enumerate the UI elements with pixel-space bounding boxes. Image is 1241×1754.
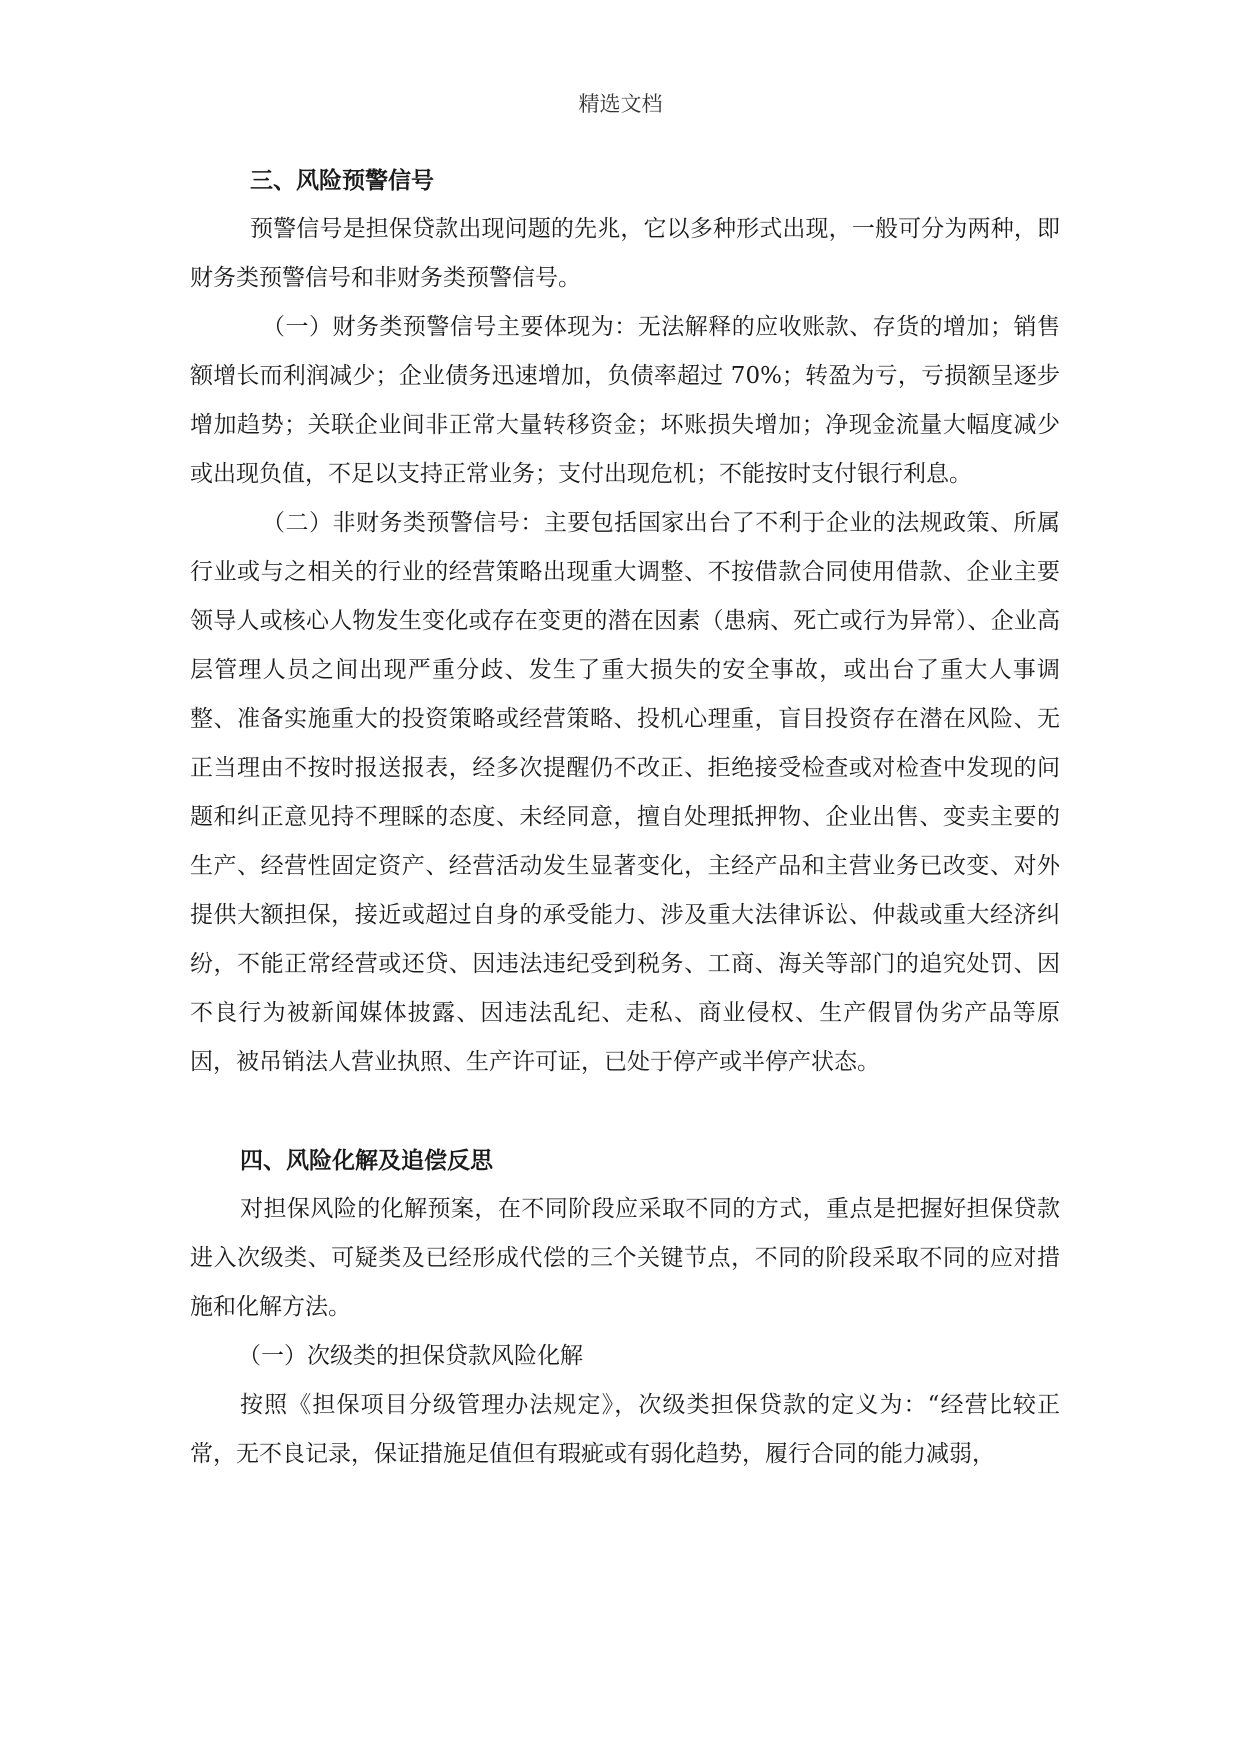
section-spacer — [190, 1087, 1060, 1136]
non-financial-signals-paragraph: （二）非财务类预警信号：主要包括国家出台了不利于企业的法规政策、所属行业或与之相关的行业的经营策略出现重大调整、不按借款合同使用借款、企业主要领导人或核心人物发生变化或存在变更的潜在因素（患病、死亡或行为异常）、企业高层管理人员之间出现严重分歧、发生了重大损失的安全事故，或出台了重大人事调整、准备实施重大的投资策略或经营策略、投机心理重，盲目投资存在潜在风险、无正当理由不按时报送报表，经多次提醒仍不改正、拒绝接受检查或对检查中发现的问题和纠正意见持不理睬的态度、未经同意，擅自处理抵押物、企业出售、变卖主要的生产、经营性固定资产、经营活动发生显著变化，主经产品和主营业务已改变、对外提供大额担保，接近或超过自身的承受能力、涉及重大法律诉讼、仲裁或重大经济纠纷，不能正常经营或还贷、因违法违纪受到税务、工商、海关等部门的追究处罚、因不良行为被新闻媒体披露、因违法乱纪、走私、商业侵权、生产假冒伪劣产品等原因，被吊销法人营业执照、生产许可证，已处于停产或半停产状态。 — [190, 510, 1060, 1075]
section-4-heading: 四、风险化解及追偿反思 — [240, 1147, 493, 1174]
subprime-definition-paragraph: 按照《担保项目分级管理办法规定》，次级类担保贷款的定义为：“经营比较正常，无不良记录，保证措施足值但有瑕疵或有弱化趋势，履行合同的能力减弱， — [190, 1392, 1060, 1467]
section-3-heading: 三、风险预警信号 — [250, 167, 434, 194]
financial-signals-paragraph: （一）财务类预警信号主要体现为：无法解释的应收账款、存货的增加；销售额增长而利润减少；企业债务迅速增加，负债率超过 70%；转盈为亏，亏损额呈逐步增加趋势；关联企业间非正常大量转移资金；坏账损失增加；净现金流量大幅度减少或出现负值，不足以支持正常业务；支付出现危机；不能按时支付银行利息。 — [190, 314, 1060, 487]
section-4-subheading: （一）次级类的担保贷款风险化解 — [238, 1343, 583, 1369]
document-body — [190, 156, 1060, 1479]
section-3-intro: 预警信号是担保贷款出现问题的先兆，它以多种形式出现，一般可分为两种，即财务类预警信号和非财务类预警信号。 — [190, 216, 1060, 291]
page-header: 精选文档 — [578, 92, 663, 116]
section-4-intro: 对担保风险的化解预案，在不同阶段应采取不同的方式，重点是把握好担保贷款进入次级类、可疑类及已经形成代偿的三个关键节点，不同的阶段采取不同的应对措施和化解方法。 — [190, 1196, 1060, 1320]
